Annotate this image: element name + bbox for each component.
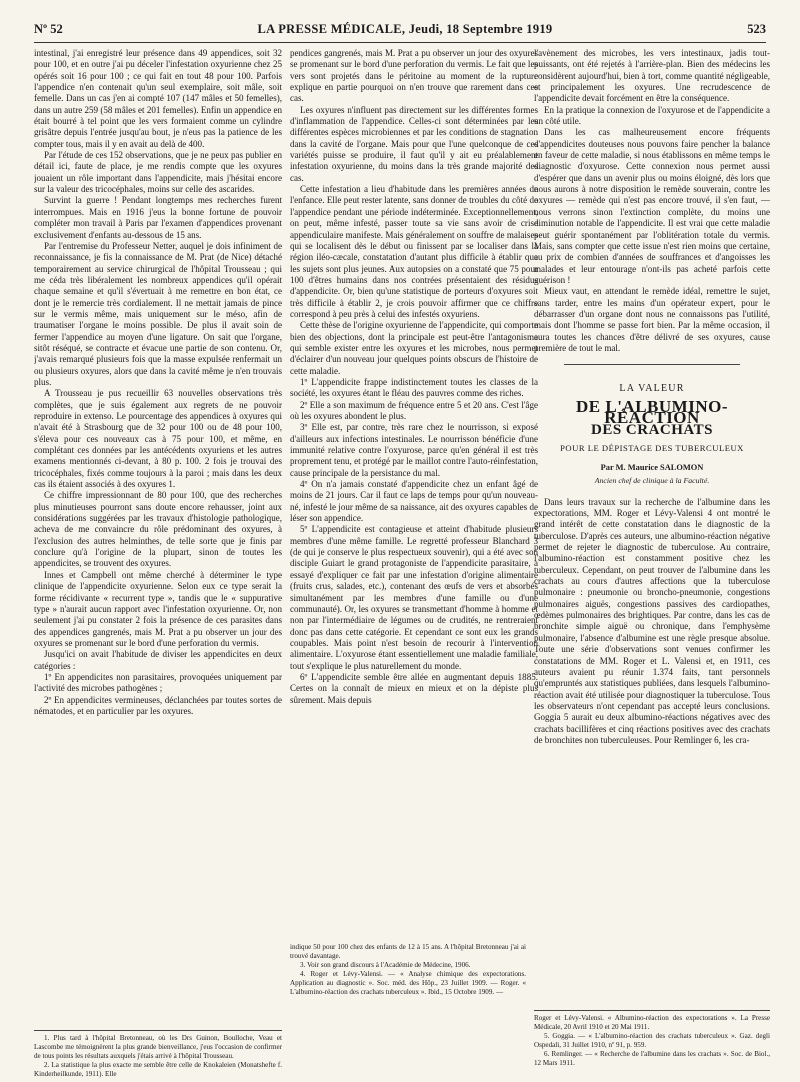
- paragraph: Cette infestation a lieu d'habitude dans les premières années de l'enfance. Elle peut rester latente, sans donner de troubles du côté de l'appendice pendant une période indéterminée. Exceptionnellement, on peut, même infesté, passer toute sa vie sans avoir de crise appendiculaire manifeste. Mais généralement on souffre de malaises qui se localisent dès le début ou finissent par se localiser dans la région iléo-cæcale, constatation d'autant plus difficile à établir que les sujets sont plus jeunes. Aux autopsies on a constaté que 75 pour 100 d'êtres humains dans nos contrées présentaient des résidus d'appendicite. Or, bien qu'une statistique de porteurs d'oxyures soit très difficile à établir 2, je crois pouvoir affirmer que ce chiffre correspond à peu près à celui des infestés oxyuriens.: [290, 184, 538, 319]
- footnote: 5. Goggia. — « L'albumino-réaction des crachats tuberculeux ». Gaz. degli Ospedali, 31 Juillet 1910, nº 91, p. 959.: [534, 1031, 770, 1049]
- article-title-line2: DES CRACHATS: [591, 422, 713, 439]
- journal-title: LA PRESSE MÉDICALE, Jeudi, 18 Septembre 1919: [257, 22, 553, 36]
- paragraph: 4º On n'a jamais constaté d'appendicite chez un enfant âgé de moins de 21 jours. Car il faut ce laps de temps pour qu'un nouveau-né, infesté le jour même de sa naissance, ait des oxyures capables de léser son appendice.: [290, 479, 538, 524]
- page-header: [34, 22, 766, 42]
- article-author: Par M. Maurice SALOMON: [600, 463, 704, 472]
- footnotes-left: [34, 1030, 282, 1082]
- paragraph: Jusqu'ici on avait l'habitude de diviser les appendicites en deux catégories :: [34, 649, 282, 671]
- issue-number: Nº 52: [34, 22, 63, 36]
- paragraph: Par l'entremise du Professeur Netter, auquel je dois infiniment de reconnaissance, je fis la connaissance de M. Prat (de Nice) détaché temporairement au service chirurgical de l'hôpital Trousseau ; qui me céda très libéralement les nombreux appendices qu'il opérait chaque semaine et qu'il s'évertuait à me remettre en bon état, ce dont je le remercie très cordialement. Il ne mettait jamais de pince sur le vermis même, mais uniquement sur le méso, afin de traumatiser l'organe le moins possible. De plus il avait soin de fermer l'appendice au moyen d'une ligature. On sait que l'organe, sitôt réséqué, se contracte et évacue une partie de son contenu. Or, j'avais remarqué plusieurs fois que la masse expulsée renfermait un ou plusieurs oxyures, alors que dans la cavité même je n'en trouvais plus.: [34, 240, 282, 387]
- paragraph: 1º En appendicites non parasitaires, provoquées uniquement par l'activité des microbes pathogènes ;: [34, 671, 282, 694]
- paragraph: 6º L'appendicite semble être allée en augmentant depuis 1885. Certes on la connaît de mieux en mieux et on la dépiste plus sûrement. Mais depuis: [290, 671, 538, 705]
- footnote: 4. Roger et Lévy-Valensi. — « Analyse chimique des expectorations. Application au diagnostic ». Soc. méd. des Hôp., 23 Juillet 1909. — Roger. « L'albumino-réaction des crachats tuberculeux ». Ibid., 15 Octobre 1909. —: [290, 969, 526, 996]
- column-left: [34, 48, 282, 1024]
- footnote: 1. Plus tard à l'hôpital Bretonneau, où les Drs Guinon, Boulloche, Veau et Lascombe me témoignèrent la plus grande bienveillance, j'eus l'occasion de confirmer de tous points les résultats auxquels j'étais arrivé à l'hôpital Trousseau.: [34, 1034, 282, 1060]
- article-kicker: LA VALEUR: [619, 383, 685, 395]
- paragraph: Par l'étude de ces 152 observations, que je ne peux pas publier en détail ici, faute de place, je me rendis compte que les oxyures jouaient un rôle important dans l'appendicite, mais j'hésitai encore sur la valeur des tricocéphales, moins sur celle des ascarides.: [34, 150, 282, 195]
- paragraph: l'avènement des microbes, les vers intestinaux, jadis tout-puissants, ont été rejetés à l'arrière-plan. Bien des médecins les considèrent aujourd'hui, bien à tort, comme quantité négligeable, et principalement les oxyures. Une recrudescence de l'appendicite devait forcément en être la conséquence.: [534, 48, 770, 104]
- article-subtitle: POUR LE DÉPISTAGE DES TUBERCULEUX: [560, 442, 744, 453]
- paragraph: A Trousseau je pus recueillir 63 nouvelles observations très complètes, que je suis également aux regrets de ne pouvoir reproduire in extenso. Le pourcentage des appendices à oxyures qui n'avait été à Strasbourg que de 32 pour 100 ou de 48 pour 100, s'éleva pour ces nouveaux cas à 75 pour 100, et même, en complétant ces données par les antécédents oxyuriens et les autres examens mentionnés ci-devant, à 80 p. 100. 2 fois je trouvai des tricocéphales, fixés comme toujours à la paroi ; mais dans les deux cas ils étaient associés à des oxyures 1.: [34, 388, 282, 490]
- column-right: [534, 48, 770, 1056]
- paragraph: pendices gangrenés, mais M. Prat a pu observer un jour des oxyures se promenant sur le bord d'une perforation du vermis. Le fait que les vers sont projetés dans le péritoine au moment de la rupture explique en partie pourquoi on n'en trouve que rarement dans ces cas.: [290, 48, 538, 104]
- paragraph: 1º L'appendicite frappe indistinctement toutes les classes de la société, les oxyures étant le fléau des pauvres comme des riches.: [290, 376, 538, 399]
- paragraph: Ce chiffre impressionnant de 80 pour 100, que des recherches plus minutieuses pourront sans doute encore rehausser, joint aux considérations suggérées par les travaux d'histologie pathologique, acheva de me convaincre du rôle prédominant des oxyures, à l'exclusion des autres helminthes, de telle sorte que je finis par conclure qu'à l'origine de la plupart, sinon de toutes les appendicites, se trouvent des oxyures.: [34, 490, 282, 569]
- paragraph: 5º L'appendicite est contagieuse et atteint d'habitude plusieurs membres d'une même famille. Le regretté professeur Blanchard 3 (de qui je conserve le plus respectueux souvenir), qui a été avec son disciple Guiart le grand protagoniste de l'appendicite parasitaire, a essayé d'expliquer ce fait par une infestation d'origine alimentaire (fruits crus, salades, etc.), contenant des œufs de vers et absorbés simultanément par les membres d'une famille ou d'une communauté). Or, les oxyures se transmettant d'homme à homme et non par l'intermédiaire de légumes ou de crudités, ne rentreraient donc pas dans cette catégorie. Et cependant ce sont eux les grands coupables. Mais point n'est besoin de recourir à l'intervention alimentaire. L'oxyurose étant essentiellement une maladie familiale, tout s'explique le plus naturellement du monde.: [290, 524, 538, 671]
- article-title: DE L'ALBUMINO-RÉACTION: [576, 396, 728, 427]
- paragraph: Dans leurs travaux sur la recherche de l'albumine dans les expectorations, MM. Roger et Lévy-Valensi 4 ont montré le grand intérêt de cette constatation dans le diagnostic de la tuberculose. D'après ces auteurs, une albumino-réaction négative permet de rejeter le diagnostic de tuberculose. Au contraire, l'albumino-réaction est constamment positive chez les tuberculeux. Cependant, on peut trouver de l'albumine dans les crachats au cours d'autres affections que la tuberculose pulmonaire : pneumonie ou broncho-pneumonie, congestions pulmonaires aiguës, congestions passives des cardiopathes, œdèmes pulmonaires des brightiques. Par contre, dans les cas de bronchite simple aiguë ou chronique, dans l'emphysème pulmonaire, l'absence d'albumine est une règle presque absolue. Toute une série d'observations sont venues confirmer les constatations de MM. Roger et L. Valensi et, en 1911, ces auteurs avaient pu réunir 1.374 faits, tant personnels qu'empruntés aux statistiques publiées, dans lesquels l'albumino-réaction avait été utilisée pour diagnostiquer la tuberculose. Tous les observateurs n'ont cependant pas accepté leurs conclusions. Goggia 5 aurait eu deux albumino-réactions négatives avec des crachats bacillifères et cinq réactions positives avec des crachats de bronchites non tuberculeuses. Pour Remlinger 6, les cra-: [534, 496, 770, 745]
- paragraph: Innes et Campbell ont même cherché à déterminer le type clinique de l'appendicite oxyurienne. Selon eux ce type serait la forme récidivante « recurrent type », tandis que le « suppurative type » n'aurait aucun rapport avec l'infestation oxyurienne. Or, non seulement j'ai pu constater 2 fois la présence de ces parasites dans des appendices gangrenés, mais M. Prat a pu observer un jour des oxyures se promenant sur le bord d'une perforation du vermis.: [34, 569, 282, 648]
- column-middle: [290, 48, 538, 928]
- paragraph: intestinal, j'ai enregistré leur présence dans 49 appendices, soit 32 pour 100, et en outre j'ai pu déceler l'infestation oxyurienne chez 25 opérés soit 16 pour 100 ; ce qui fait en tout 48 pour 100. Parfois l'appendice n'en contenait qu'un seul exemplaire, soit mâle, soit femelle. Dans un cas j'en ai compté 107 (147 mâles et 50 femelles), dans un autre 259 (58 mâles et 201 femelles). Enfin un appendice en était bourré à tel point que les vers formaient comme un cylindre grisâtre depuis l'entrée jusqu'au bout, je n'eus pas la patience de les compter tous, mais il y en avait au delà de 400.: [34, 48, 282, 149]
- article-separator: [564, 364, 740, 365]
- footnote: indique 50 pour 100 chez des enfants de 12 à 15 ans. A l'hôpital Bretonneau j'ai ai trouvé davantage.: [290, 943, 526, 960]
- footnote: 6. Remlinger. — « Recherche de l'albumine dans les crachats ». Soc. de Biol., 12 Mars 1911.: [534, 1049, 770, 1067]
- paragraph: 3º Elle est, par contre, très rare chez le nourrisson, si exposé d'ailleurs aux infections intestinales. Le nourrisson bénéficie d'une immunité relative contre l'oxyurose, parce qu'en général il est très proprement tenu, et protégé par le maillot contre l'auto-réinfestation, cause principale de la persistance du mal.: [290, 422, 538, 478]
- paragraph: Survint la guerre ! Pendant longtemps mes recherches furent interrompues. Mais en 1916 j'eus la bonne fortune de pouvoir compléter mon travail à Paris par l'examen d'appendices provenant exclusivement d'enfants au-dessous de 15 ans.: [34, 195, 282, 240]
- page-number: 523: [747, 22, 766, 36]
- paragraph: 2º Elle a son maximum de fréquence entre 5 et 20 ans. C'est l'âge où les oxyures abondent le plus.: [290, 399, 538, 421]
- paragraph: Dans les cas malheureusement encore fréquents d'appendicites douteuses nous pouvons faire pencher la balance en faveur de cette maladie, si nous établissons en même temps le diagnostic d'oxyurose. Cette connexion nous permet aussi d'espérer que dans un avenir plus ou moins éloigné, dès lors que nous aurons à notre disposition le remède souverain, contre les oxyures — remède qui n'est pas encore trouvé, il s'en faut, — nous verrons sinon l'extinction complète, du moins une diminution notable de l'appendicite. Il est vrai que cette maladie peut guérir spontanément par l'oblitération totale du vermis. Mais, sans compter que cette issue n'est rien moins que certaine, au prix de combien d'années de souffrances et d'angoisses les malades et leur entourage n'ont-ils pas acheté parfois cette guérison !: [534, 127, 770, 285]
- article-affiliation: Ancien chef de clinique à la Faculté.: [594, 476, 710, 486]
- footnotes-right: [534, 1010, 770, 1080]
- footnotes-middle: [290, 943, 526, 1023]
- footnote: 2. La statistique la plus exacte me semble être celle de Knokaleien (Monatshefte f. Kinderheilkunde, 1911). Elle: [34, 1060, 282, 1078]
- paragraph: 2º En appendicites vermineuses, déclanchées par toutes sortes de nématodes, et en particulier par les oxyures.: [34, 694, 282, 716]
- footnote: 3. Voir son grand discours à l'Académie de Médecine, 1906.: [300, 960, 471, 969]
- paragraph: En la pratique la connexion de l'oxyurose et de l'appendicite a un côté utile.: [534, 104, 770, 127]
- paragraph: Les oxyures n'influent pas directement sur les différentes formes d'inflammation de l'appendice. Celles-ci sont déterminées par les différentes espèces microbiennes et par les conditions de stagnation dans la cavité de l'organe. Mais pour que l'une quelconque de ces variétés puisse se produire, il faut qu'il y ait eu préalablement infestation oxyurienne, du moins dans la très grande majorité des cas.: [290, 104, 538, 183]
- paragraph: Cette thèse de l'origine oxyurienne de l'appendicite, qui comporte bien des objections, dont la principale est peut-être l'antagonisme qui semble exister entre les oxyures et les microbes, nous permet d'éclairer d'un nouveau jour quelques points obscurs de l'histoire de cette maladie.: [290, 320, 538, 376]
- paragraph: Mieux vaut, en attendant le remède idéal, remettre le sujet, sans tarder, entre les mains d'un opérateur expert, pour le débarrasser d'un organe dont nous ne connaissons pas l'utilité, mais dont l'homme se passe fort bien. Par la même occasion, il aura toutes les chances d'être délivré de ses oxyures, cause première de tout le mal.: [534, 286, 770, 353]
- footnote: Roger et Lévy-Valensi. « Albumino-réaction des expectorations ». La Presse Médicale, 20 Avril 1910 et 20 Mai 1911.: [534, 1014, 770, 1031]
- header-rule: [34, 42, 766, 43]
